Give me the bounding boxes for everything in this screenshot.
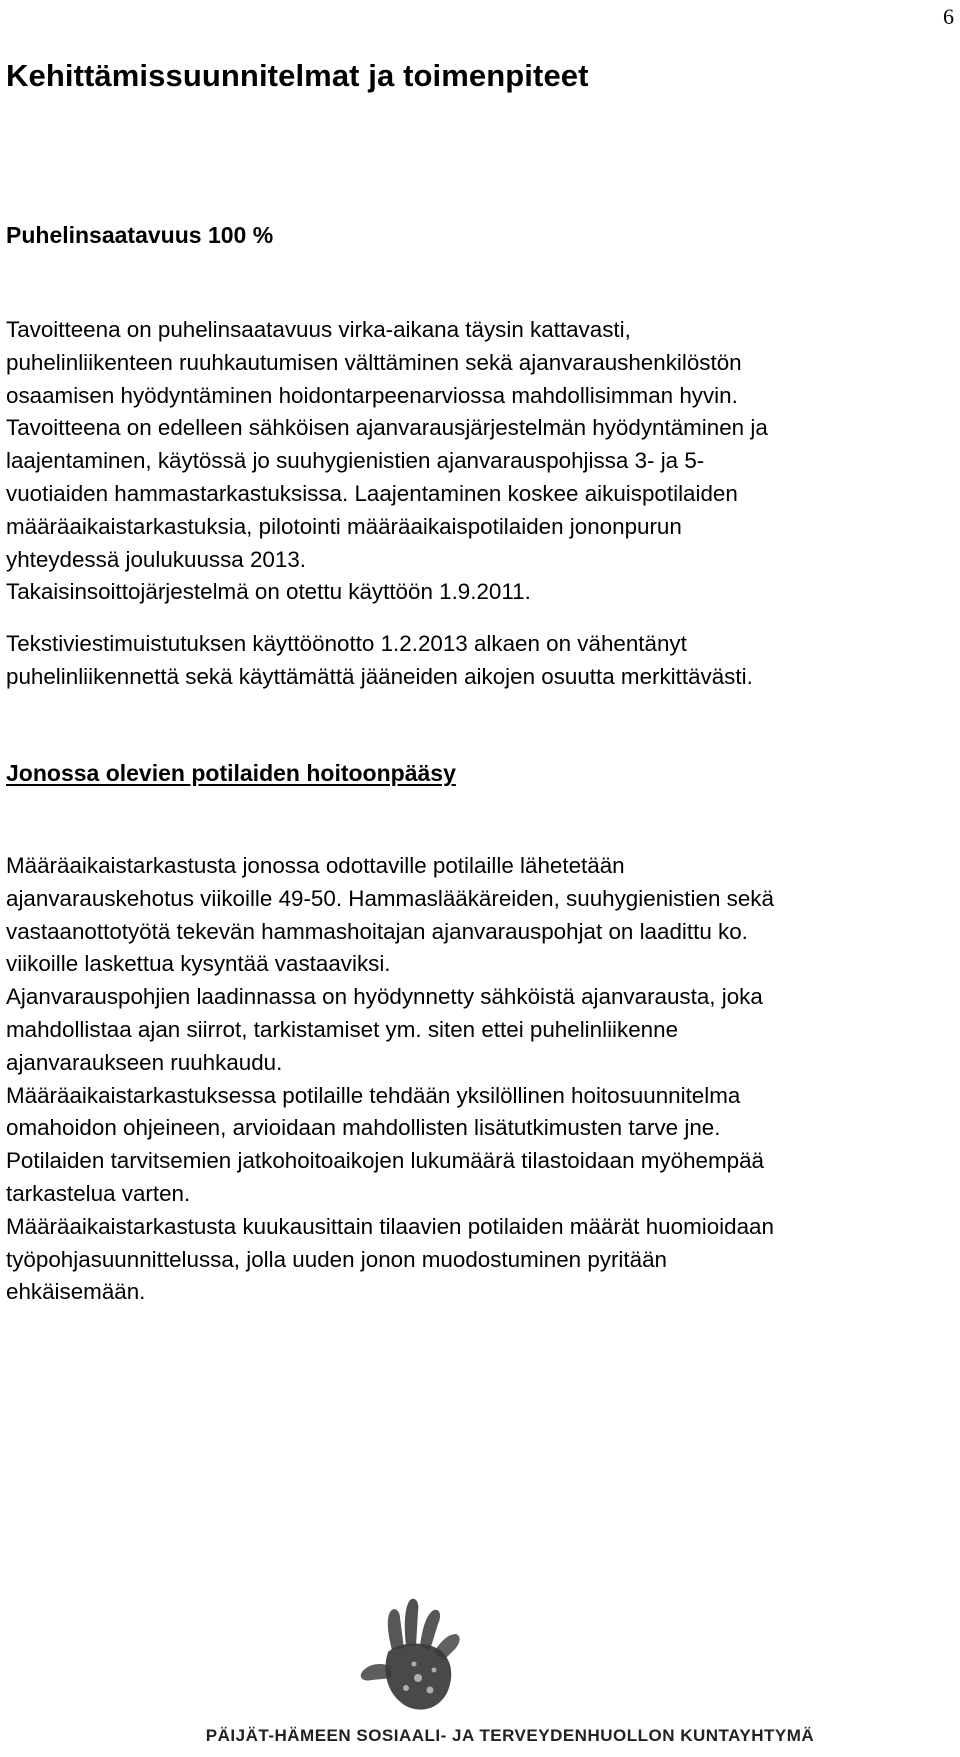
text-line: Ajanvarauspohjien laadinnassa on hyödynnetty sähköistä ajanvarausta, joka <box>6 984 763 1010</box>
text-line: omahoidon ohjeineen, arvioidaan mahdollisten lisätutkimusten tarve jne. <box>6 1115 721 1141</box>
text-line: määräaikaistarkastuksia, pilotointi määräaikaispotilaiden jononpurun <box>6 513 682 539</box>
text-line: Määräaikaistarkastusta jonossa odottaville potilaille lähetetään <box>6 853 625 878</box>
organization-name: PÄIJÄT-HÄMEEN SOSIAALI- JA TERVEYDENHUOLLON KUNTAYHTYMÄ <box>205 1726 815 1745</box>
text-line: ajanvarauskehotus viikoille 49-50. Hammaslääkäreiden, suuhygienistien sekä <box>6 885 774 911</box>
text-line: puhelinliikenteen ruuhkautumisen välttäminen sekä ajanvaraushenkilöstön <box>6 349 742 375</box>
text-line: mahdollistaa ajan siirrot, tarkistamiset ym. siten ettei puhelinliikenne <box>6 1016 679 1042</box>
text-line: osaamisen hyödyntäminen hoidontarpeenarviossa mahdollisimman hyvin. <box>6 382 738 408</box>
text-line: yhteydessä joulukuussa 2013. <box>6 546 306 572</box>
page-number: 6 <box>943 4 954 29</box>
handprint-logo-icon <box>348 1590 478 1720</box>
text-line: vastaanottotyötä tekevän hammashoitajan ajanvarauspohjat on laadittu ko. <box>6 918 748 944</box>
text-line: puhelinliikennettä sekä käyttämättä jääneiden aikojen osuutta merkittävästi. <box>6 663 753 689</box>
paragraph-queue-access <box>6 850 956 1309</box>
section-heading-phone-availability: Puhelinsaatavuus 100 % <box>6 222 274 248</box>
text-line: Takaisinsoittojärjestelmä on otettu käyttöön 1.9.2011. <box>6 579 531 605</box>
text-line: ajanvaraukseen ruuhkaudu. <box>6 1049 283 1075</box>
text-line: laajentaminen, käytössä jo suuhygienistien ajanvarauspohjissa 3- ja 5- <box>6 448 705 474</box>
text-line: Tekstiviestimuistutuksen käyttöönotto 1.2.2013 alkaen on vähentänyt <box>6 631 687 656</box>
paragraph-sms-reminder <box>6 628 956 694</box>
text-line: tarkastelua varten. <box>6 1180 191 1206</box>
text-line: Potilaiden tarvitsemien jatkohoitoaikojen lukumäärä tilastoidaan myöhempää <box>6 1148 764 1174</box>
text-line: Tavoitteena on puhelinsaatavuus virka-aikana täysin kattavasti, <box>6 317 631 342</box>
text-line: Tavoitteena on edelleen sähköisen ajanvarausjärjestelmän hyödyntäminen ja <box>6 415 768 441</box>
text-line: Määräaikaistarkastuksessa potilaille tehdään yksilöllinen hoitosuunnitelma <box>6 1082 741 1108</box>
text-line: Määräaikaistarkastusta kuukausittain tilaavien potilaiden määrät huomioidaan <box>6 1213 774 1239</box>
paragraph-phone-availability <box>6 314 956 609</box>
text-line: työpohjasuunnittelussa, jolla uuden jonon muodostuminen pyritään <box>6 1246 667 1272</box>
text-line: viikoille laskettua kysyntää vastaaviksi. <box>6 951 391 977</box>
text-line: vuotiaiden hammastarkastuksissa. Laajentaminen koskee aikuispotilaiden <box>6 480 738 506</box>
section-heading-queue-access: Jonossa olevien potilaiden hoitoonpääsy <box>6 760 456 786</box>
page-title: Kehittämissuunnitelmat ja toimenpiteet <box>6 58 589 93</box>
text-line: ehkäisemään. <box>6 1279 146 1305</box>
